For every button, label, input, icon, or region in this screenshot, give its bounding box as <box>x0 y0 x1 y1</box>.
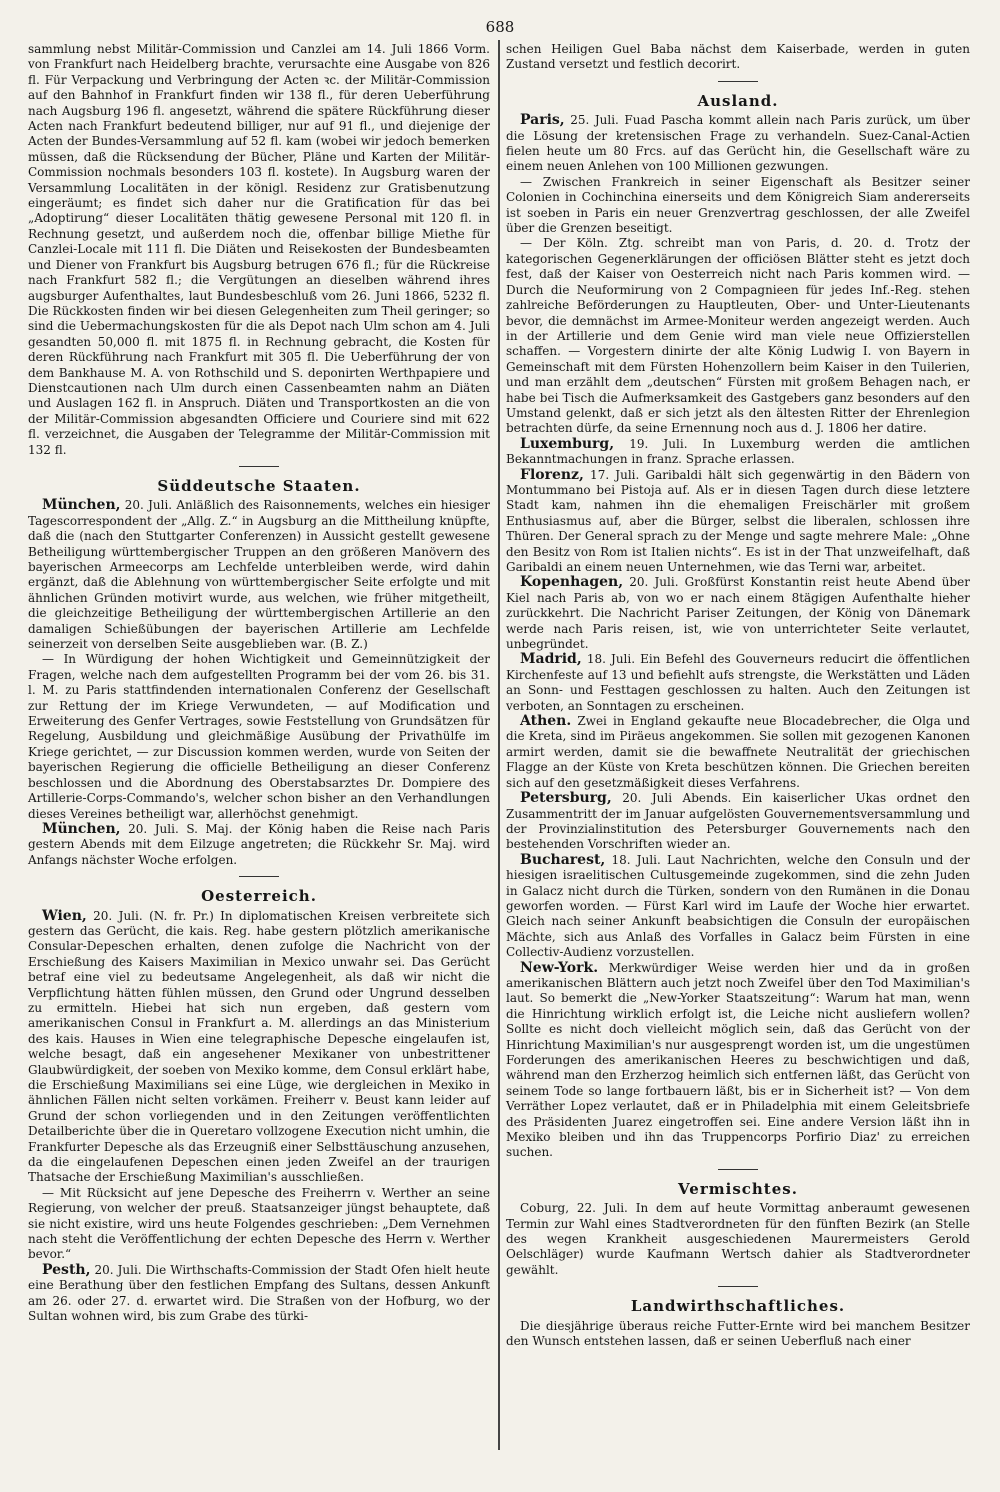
article-paris-3: — Der Köln. Ztg. schreibt man von Paris, d. 20. d. Trotz der kategorischen Gegenerklärungen der officiösen Blätter steht es jetzt doch fest, daß der Kaiser von Oesterreich nicht nach Paris kommen wird. — Durch die Neuformirung von 2 Compagnieen für jedes Inf.-Reg. stehen zahlreiche Beförderungen zu Hauptleuten, Ober- und Unter-Lieutenants bevor, die demnächst im Armee-Moniteur werden angezeigt werden. Auch in der Artillerie und dem Genie wird man viele neue Offizierstellen schaffen. — Vorgestern dinirte der alte König Ludwig I. von Bayern in Gemeinschaft mit dem Fürsten Hohenzollern beim Kaiser in den Tuilerien, und man erzählt dem „deutschen“ Fürsten mit großem Behagen nach, er habe bei Tisch die Aufmerksamkeit des Gastgebers ganz besonders auf den Umstand gelenkt, daß er sich jetzt als den ältesten Ritter der Ehrenlegion betrachten dürfe, da seine Ernennung noch aus d. J. 1806 her datire. <box>506 236 970 436</box>
article-text: 19. Juli. In Luxemburg werden die amtlichen Bekanntmachungen in franz. Sprache erlassen. <box>506 436 970 467</box>
article-text: 20. Juli. Großfürst Konstantin reist heute Abend über Kiel nach Paris ab, von wo er nach einem 8tägigen Aufenthalte hieher zurückkehrt. Die Nachricht Pariser Zeitungen, der König von Dänemark werde nach Paris reisen, ist, wie von unterrichteter Seite verlautet, unbegründet. <box>506 575 970 652</box>
section-heading-vermischtes: Vermischtes. <box>678 1179 798 1198</box>
divider <box>718 1169 758 1170</box>
section-heading-landwirthschaft: Landwirthschaftliches. <box>630 1297 846 1316</box>
column-divider <box>498 40 500 1450</box>
dateline: Florenz, <box>520 466 584 483</box>
dateline: Pesth, <box>42 1261 91 1278</box>
page-number: 688 <box>485 18 515 36</box>
article-athen <box>506 714 970 791</box>
article-bucharest <box>506 853 970 961</box>
divider <box>718 1286 758 1287</box>
dateline: Paris, <box>520 112 565 129</box>
dateline: Bucharest, <box>520 851 606 868</box>
article-continuation: sammlung nebst Militär-Commission und Canzlei am 14. Juli 1866 Vorm. von Frankfurt nach Heidelberg brachte, verursachte eine Ausgabe von 826 fl. Für Verpackung und Verbringung der Acten ꝛc. der Militär-Commission auf den Bahnhof in Frankfurt finden wir 138 fl., für deren Ueberführung nach Augsburg 196 fl. angesetzt, während die spätere Rückführung dieser Acten nach Frankfurt bedeutend billiger, nur auf 91 fl., und diejenige der Acten der Bundes-Versammlung auf 52 fl. kam (wobei wir jedoch bemerken müssen, daß die Rücksendung der Bücher, Pläne und Karten der Militär-Commission nochmals besonders 103 fl. kostete). In Augsburg waren der Versammlung Localitäten in der königl. Residenz zur Gratisbenutzung eingeräumt; es findet sich daher nur die Gratification für das bei „Adoptirung“ dieser Localitäten thätig gewesene Personal mit 120 fl. in Rechnung gesetzt, und außerdem noch die, offenbar billige Miethe für Canzlei-Locale mit 111 fl. Die Diäten und Reisekosten der Bundesbeamten und Diener von Frankfurt bis Augsburg betrugen 676 fl.; für die Rückreise nach Frankfurt 582 fl.; die Vergütungen an dieselben während ihres augsburger Aufenthaltes, laut Bundesbeschluß vom 26. Juni 1866, 5232 fl. Die Rückkosten finden wir bei diesen Gelegenheiten zum Theil geringer; so sind die Uebermachungskosten für die als Depot nach Ulm schon am 4. Juli gesandten 50,000 fl. mit 1875 fl. in Rechnung gebracht, die Kosten für deren Rückführung nach Frankfurt mit 305 fl. Die Ueberführung der von dem Bankhause M. A. von Rothschild und S. deponirten Werthpapiere und Dienstcautionen nach Ulm durch einen Cassenbeamten nahm an Diäten und Auslagen 162 fl. in Anspruch. Diäten und Transportkosten an die von der Militär-Commission abgesandten Officiere und Couriere sind mit 622 fl. verzeichnet, die Ausgaben der Telegramme der Militär-Commission mit 132 fl. <box>28 42 490 457</box>
article-text: 18. Juli. Laut Nachrichten, welche den Consuln und der hiesigen israelitischen Cultusgemeinde zugekommen, sind die zehn Juden in Galacz nicht durch die Türken, sondern von den Rumänen in die Donau geworfen worden. — Fürst Karl wird im Laufe der Woche hier erwartet. Gleich nach seiner Ankunft beabsichtigen die Consuln der europäischen Mächte, sich aus Anlaß des Vorfalles in Galacz beim Fürsten in eine Collectiv-Audienz vorzustellen. <box>506 852 970 960</box>
article-text: Zwei in England gekaufte neue Blocadebrecher, die Olga und die Kreta, sind im Piräeus angekommen. Sie sollen mit gezogenen Kanonen armirt werden, damit sie die bewaffnete Neutralität der griechischen Flagge an der Küste von Kreta beschützen können. Die Griechen bereiten sich auf den gesetzmäßigkeit dieses Verfahrens. <box>506 714 970 790</box>
dateline: Kopenhagen, <box>520 574 624 591</box>
dateline: München, <box>42 820 121 837</box>
divider <box>239 876 279 877</box>
divider <box>718 81 758 82</box>
article-text: Merkwürdiger Weise werden hier und da in großen amerikanischen Blättern auch jetzt noch Zweifel über den Tod Maximilian's laut. So bemerkt die „New-Yorker Staatszeitung“: Warum hat man, wenn die Hinrichtung wirklich erfolgt ist, die Leiche nicht ausliefern wollen? Sollte es nicht doch vielleicht möglich sein, daß das Gerücht von der Hinrichtung Maximilian's nur ausgesprengt worden ist, um die ungestümen Forderungen des amerikanischen Heeres zu beschwichtigen und daß, während man den Erzherzog heimlich sich entfernen läßt, das Gerücht von seinem Tode so lange fortbauern läßt, bis er in Sicherheit ist? — Von dem Verräther Lopez verlautet, daß er in Philadelphia mit einem Geleitsbriefe des Präsidenten Juarez eingetroffen sei. Eine andere Version läßt ihn in Mexiko bleiben und ihn das Truppencorps Porfirio Diaz' zu erreichen suchen. <box>506 960 970 1160</box>
article-landwirthschaft: Die diesjährige überaus reiche Futter-Ernte wird bei manchem Besitzer den Wunsch entstehen lassen, daß er seinen Ueberfluß nach einer <box>506 1318 970 1349</box>
article-coburg: Coburg, 22. Juli. In dem auf heute Vormittag anberaumt gewesenen Termin zur Wahl eines Stadtverordneten für den fünften Bezirk (an Stelle des wegen Krankheit ausgeschiedenen Maurermeisters Gerold Oelschläger) wurde Kaufmann Wertsch dahier als Stadtverordneter gewählt. <box>506 1201 970 1277</box>
article-muenchen-1 <box>28 498 490 652</box>
article-text: 18. Juli. Ein Befehl des Gouverneurs reducirt die öffentlichen Kirchenfeste auf 13 und befiehlt aufs strengste, die Werkstätten und Läden an Sonn- und Festtagen geschlossen zu halten. Auch den Zeitungen ist verboten, an Sonntagen zu erscheinen. <box>506 652 970 713</box>
article-text: 17. Juli. Garibaldi hält sich gegenwärtig in den Bädern von Montummano bei Pistoja auf. Als er in diesen Tagen durch diese letztere Stadt kam, nahmen ihn die ehemaligen Freischärler mit großem Enthusiasmus auf, aber die Bürger, selbst die liberalen, schlossen ihre Thüren. Der General sprach zu der Menge und sagte mehrere Male: „Ohne den Besitz von Rom ist Italien nichts“. Es ist in der That unzweifelhaft, daß Garibaldi an einem neuen Unternehmen, wie das Terni war, arbeitet. <box>506 467 970 574</box>
article-muenchen-3 <box>28 822 490 868</box>
article-madrid <box>506 652 970 714</box>
article-text: 20. Juli. (N. fr. Pr.) In diplomatischen Kreisen verbreitete sich gestern das Gerücht, die kais. Reg. habe gestern plötzlich amerikanische Consular-Depeschen erhalten, denen zufolge die Nachricht von der Erschießung des Kaisers Maximilian in Mexico unwahr sei. Das Gerücht betraf eine viel zu bedeutsame Angelegenheit, als daß wir nicht die Verpflichtung hätten fühlen müssen, den Grund oder Ungrund desselben zu ermitteln. Hiebei hat sich nun ergeben, daß gestern vom amerikanischen Consul in Frankfurt a. M. allerdings an das Ministerium des kais. Hauses in Wien eine telegraphische Depesche eingelaufen ist, welche besagt, daß ein angesehener Mexikaner von unbestrittener Glaubwürdigkeit, der soeben von Mexiko komme, dem Consul erklärt habe, die Erschießung Maximilians sei eine Lüge, wie dergleichen in Mexiko in ähnlichen Fällen nicht selten vorkämen. Freiherr v. Beust kann leider auf Grund der schon vorliegenden und in den Zeitungen veröffentlichten Detailberichte über die in Queretaro vollzogene Execution nicht umhin, die Frankfurter Depesche als das Erzeugniß einer Selbsttäuschung anzusehen, da die eingelaufenen Depeschen einen jeden Zweifel an der traurigen Thatsache der Erschießung Maximilian's ausschließen. <box>28 908 490 1185</box>
article-paris <box>506 113 970 175</box>
dateline: New-York. <box>520 959 599 976</box>
dateline: Petersburg, <box>520 790 612 807</box>
article-text: 25. Juli. Fuad Pascha kommt allein nach Paris zurück, um über die Lösung der kretensischen Frage zu verhandeln. Suez-Canal-Actien fielen heute um 80 Frcs. auf das Gerücht hin, die Gesellschaft wäre zu einem neuen Anlehen von 100 Millionen gezwungen. <box>506 113 970 174</box>
article-text: 20. Juli. Anläßlich des Raisonnements, welches ein hiesiger Tagescorrespondent der „Allg. Z.“ in Augsburg an die Mittheilung knüpfte, daß die (nach den Stuttgarter Conferenzen) in Aussicht gestellt gewesene Betheiligung württembergischer Truppen an den größeren Manövern des bayerischen Armeecorps am Lechfelde unterbleiben werde, wird dahin ergänzt, daß die Ablehnung von württembergischer Seite erfolgte und mit ähnlichen Gründen motivirt wurde, aus welchen, wie früher mitgetheilt, die gleichzeitige Betheiligung der württembergischen Artillerie an den damaligen Schießübungen der bayerischen Artillerie am Lechfelde seinerzeit von derselben Seite ausgeblieben war. (B. Z.) <box>28 498 490 652</box>
dateline: Madrid, <box>520 651 582 668</box>
article-text: 20. Juli. Die Wirthschafts-Commission der Stadt Ofen hielt heute eine Berathung über den festlichen Empfang des Sultans, dessen Ankunft am 26. oder 27. d. erwartet wird. Die Straßen von der Hofburg, wo der Sultan wohnen wird, bis zum Grabe des türki- <box>28 1262 490 1324</box>
article-muenchen-2: — In Würdigung der hohen Wichtigkeit und Gemeinnützigkeit der Fragen, welche nach dem aufgestellten Programm bei der vom 26. bis 31. l. M. zu Paris stattfindenden internationalen Conferenz der Gesellschaft zur Rettung der im Kriege Verwundeten, — auf Modification und Erweiterung des Genfer Vertrages, sowie Feststellung von Grundsätzen für Regelung, Ausbildung und gleichmäßige Ausübung der Privathülfe im Kriege gerichtet, — zur Discussion kommen werden, wurde von Seiten der bayerischen Regierung die officielle Betheiligung an dieser Conferenz beschlossen und die Abordnung des Oberstabsarztes Dr. Dompiere des Artillerie-Corps-Commando's, welcher schon bisher an den Verhandlungen dieses Vereines betheiligt war, allerhöchst genehmigt. <box>28 652 490 821</box>
article-wien-2: — Mit Rücksicht auf jene Depesche des Freiherrn v. Werther an seine Regierung, von welcher der preuß. Staatsanzeiger jüngst behauptete, daß sie nicht existire, wird uns heute Folgendes geschrieben: „Dem Vernehmen nach steht die Veröffentlichung der echten Depesche des Herrn v. Werther bevor.“ <box>28 1185 490 1262</box>
article-continuation: schen Heiligen Guel Baba nächst dem Kaiserbade, werden in guten Zustand versetzt und festlich decorirt. <box>506 42 970 72</box>
article-new-york <box>506 961 970 1161</box>
article-text: 20. Juli Abends. Ein kaiserlicher Ukas ordnet den Zusammentritt der im Januar aufgelösten Gouvernementsversammlung und der Provinzialinstitution des Petersburger Gouvernements nach den bestehenden Vorschriften wieder an. <box>506 791 970 852</box>
dateline: Luxemburg, <box>520 435 615 452</box>
article-paris-2: — Zwischen Frankreich in seiner Eigenschaft als Besitzer seiner Colonien in Cochinchina einerseits und dem Königreich Siam andererseits ist soeben in Paris ein neuer Grenzvertrag geschlossen, der alle Zweifel über die Grenzen beseitigt. <box>506 174 970 236</box>
article-wien <box>28 909 490 1186</box>
article-petersburg <box>506 791 970 853</box>
left-column <box>28 42 490 1325</box>
section-heading-oesterreich: Oesterreich. <box>201 887 317 906</box>
article-luxemburg <box>506 437 970 468</box>
dateline: München, <box>42 497 121 514</box>
dateline: Wien, <box>42 907 87 924</box>
article-kopenhagen <box>506 575 970 652</box>
dateline: Athen. <box>520 713 572 730</box>
section-heading-sueddeutsche: Süddeutsche Staaten. <box>157 476 361 495</box>
right-column <box>506 42 970 1350</box>
article-pesth <box>28 1263 490 1325</box>
divider <box>239 466 279 467</box>
section-heading-ausland: Ausland. <box>697 91 779 110</box>
article-florenz <box>506 468 970 576</box>
article-text: 20. Juli. S. Maj. der König haben die Reise nach Paris gestern Abends mit dem Eilzuge angetreten; die Rückkehr Sr. Maj. wird Anfangs nächster Woche erfolgen. <box>28 821 490 867</box>
